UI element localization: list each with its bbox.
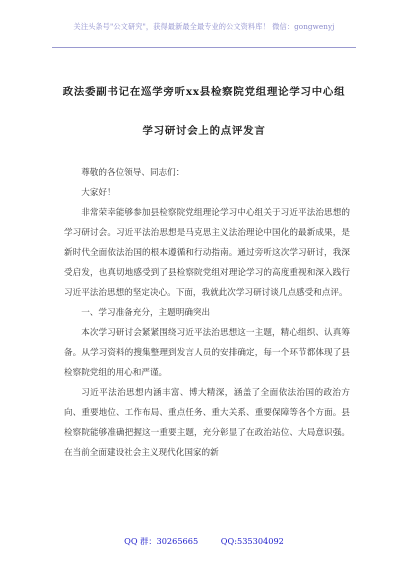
salutation: 尊敬的各位领导、同志们： [81, 168, 185, 178]
document-title-line-2: 学习研讨会上的点评发言 [142, 125, 266, 137]
document-body [64, 163, 350, 463]
paragraph-intro: 非常荣幸能够参加县检察院党组理论学习中心组关于习近平法治思想的学习研讨会。习近平法治思想是马克思主义法治理论中国化的最新成果，是新时代全面依法治国的根本遵循和行动指南。通过旁听这次学习研讨，我深受启发，也真切地感受到了县检察院党组对理论学习的高度重视和深入践行习近平法治思想的坚定决心。下面，我就此次学习研讨谈几点感受和点评。 [64, 208, 350, 298]
greeting: 大家好！ [81, 188, 116, 198]
footer-qq: QQ:535304092 [220, 536, 284, 546]
paragraph-section-1a: 本次学习研讨会紧紧围绕习近平法治思想这一主题，精心组织、认真筹备。从学习资料的搜集整理到发言人员的安排确定，每一个环节都体现了县检察院党组的用心和严谨。 [64, 328, 350, 378]
section-heading-1: 一、学习准备充分，主题明确突出 [81, 308, 211, 318]
header-divider [52, 47, 356, 48]
document-title-line-1: 政法委副书记在巡学旁听xx县检察院党组理论学习中心组 [62, 86, 346, 98]
footer [0, 536, 408, 547]
footer-qq-group: QQ 群：30265665 [124, 536, 199, 546]
paragraph-section-1b: 习近平法治思想内涵丰富、博大精深，涵盖了全面依法治国的政治方向、重要地位、工作布局、重点任务、重大关系、重要保障等各个方面。县检察院能够准确把握这一重要主题，充分彰显了在政治站位、大局意识强。在当前全面建设社会主义现代化国家的新 [64, 388, 350, 458]
header-banner: 关注头条号"公文研究"，获得最新最全最专业的公文资料库！ 微信：gongwenyj [73, 22, 335, 31]
